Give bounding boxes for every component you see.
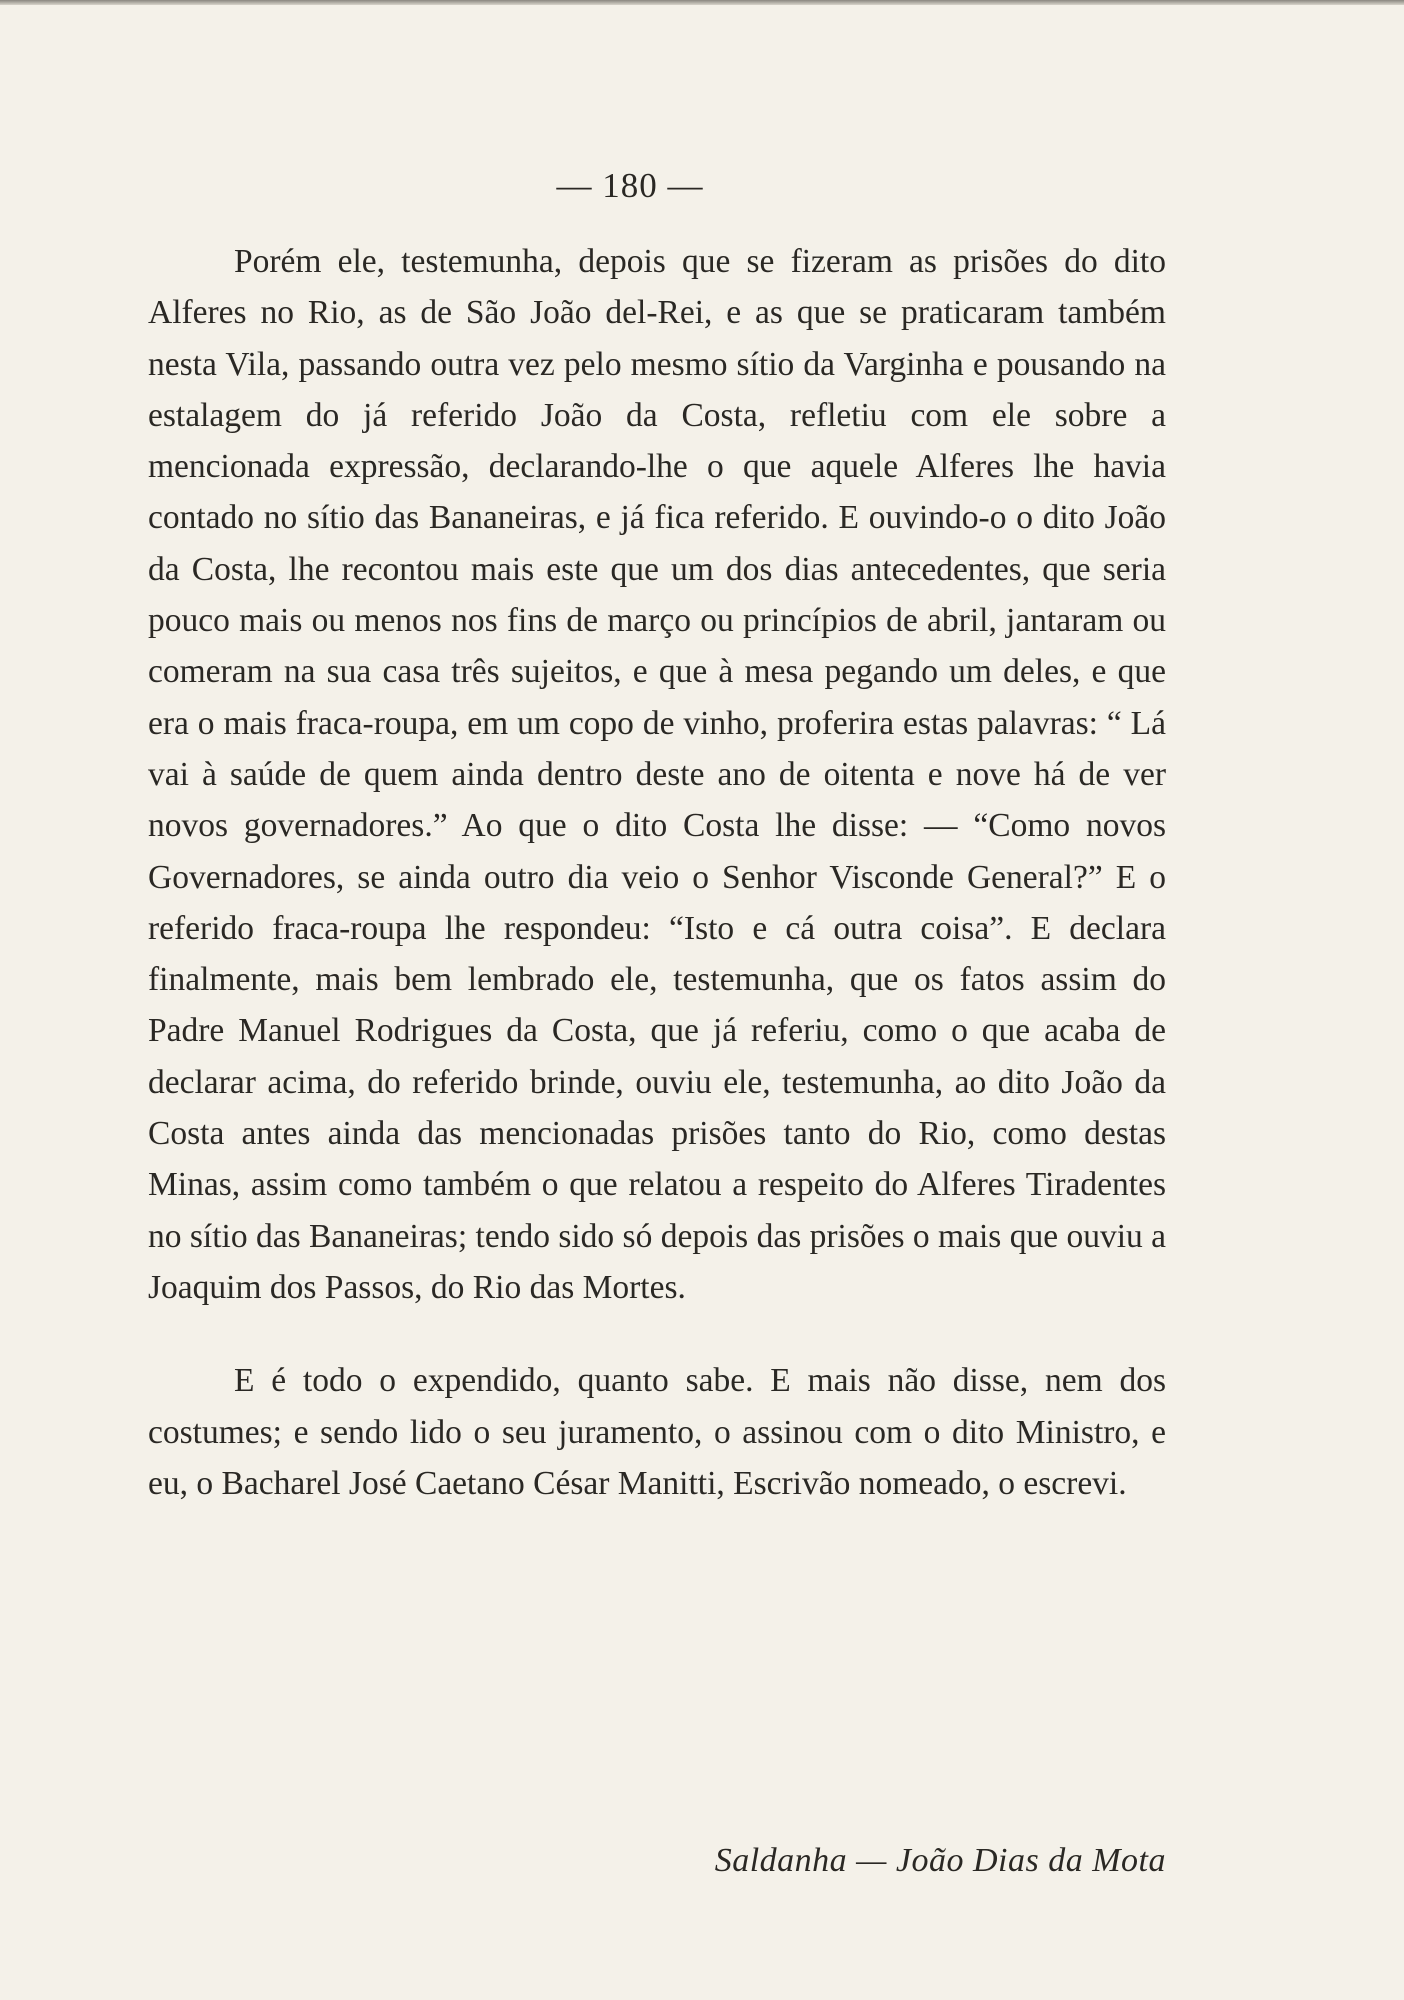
body-text [148,236,1166,1509]
signature-line: Saldanha — João Dias da Mota [714,1842,1166,1879]
paragraph-closing: E é todo o expendido, quanto sabe. E mais não disse, nem dos costumes; e sendo lido o seu juramento, o assinou com o dito Ministro, e eu, o Bacharel José Caetano César Manitti, Escrivão nomeado, o escrevi. [148,1362,1166,1502]
page-number: — 180 — [556,166,704,205]
paragraph-testimony: Porém ele, testemunha, depois que se fizeram as prisões do dito Alferes no Rio, as de São João del-Rei, e as que se praticaram também nesta Vila, passando outra vez pelo mesmo sítio da Varginha e pousando na estalagem do já referido João da Costa, refletiu com ele sobre a mencionada expressão, declarando-lhe o que aquele Alferes lhe havia contado no sítio das Bananeiras, e já fica referido. E ouvindo-o o dito João da Costa, lhe recontou mais este que um dos dias antecedentes, que seria pouco mais ou menos nos fins de março ou princípios de abril, jantaram ou comeram na sua casa três sujeitos, e que à mesa pegando um deles, e que era o mais fraca-roupa, em um copo de vinho, proferira estas palavras: “ Lá vai à saúde de quem ainda dentro deste ano de oitenta e nove há de ver novos governadores.” Ao que o dito Costa lhe disse: — “Como novos Governadores, se ainda outro dia veio o Senhor Visconde General?” E o referido fraca-roupa lhe respondeu: “Isto e cá outra coisa”. E declara finalmente, mais bem lembrado ele, testemunha, que os fatos assim do Padre Manuel Rodrigues da Costa, que já referiu, como o que acaba de declarar acima, do referido brinde, ouviu ele, testemunha, ao dito João da Costa antes ainda das mencionadas prisões tanto do Rio, como destas Minas, assim como também o que relatou a respeito do Alferes Tiradentes no sítio das Bananeiras; tendo sido só depois das prisões o mais que ouviu a Joaquim dos Passos, do Rio das Mortes. [148,243,1166,1306]
page-top-edge [0,0,1404,5]
